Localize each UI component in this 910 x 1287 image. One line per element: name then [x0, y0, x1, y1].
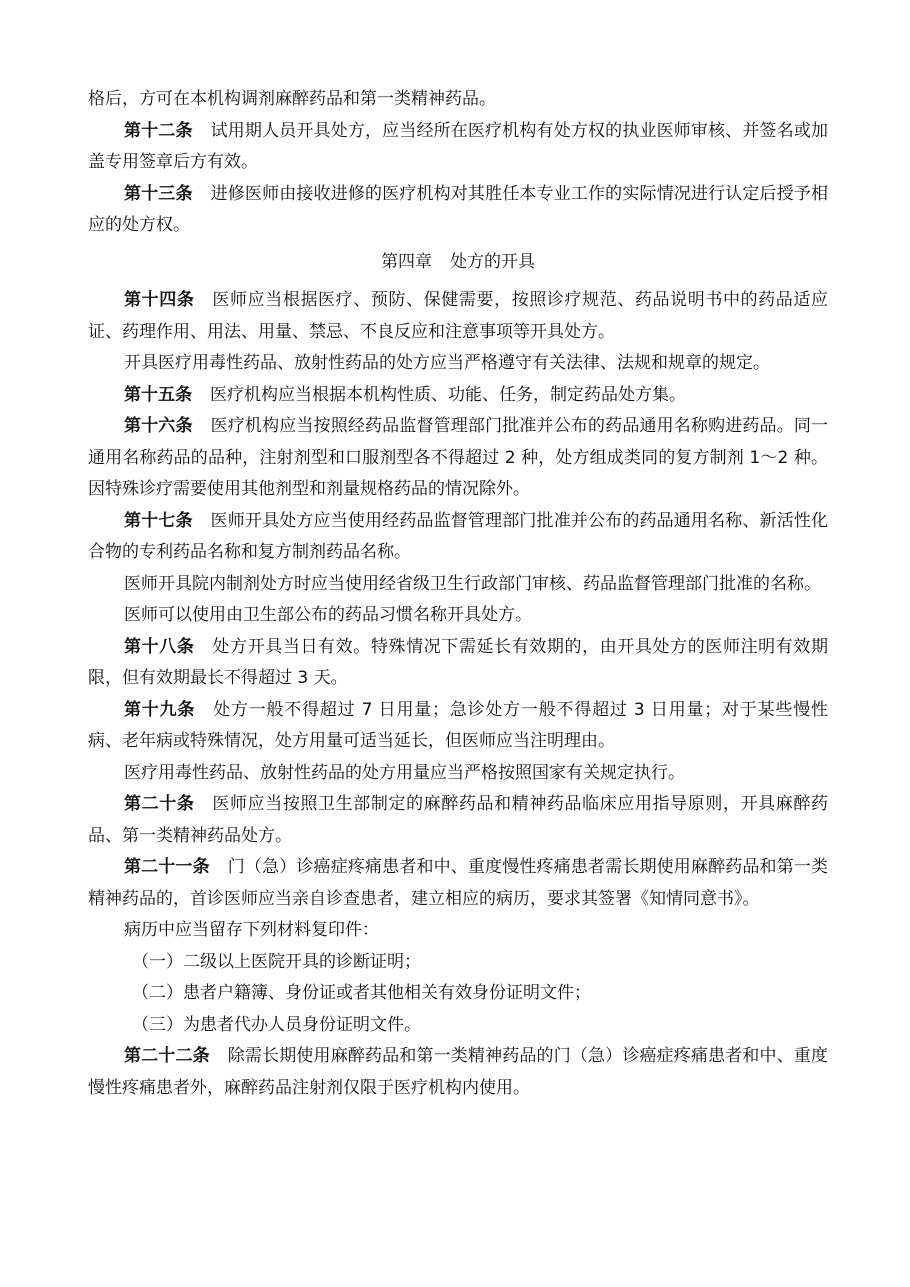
article-text: 处方一般不得超过 7 日用量；急诊处方一般不得超过 3 日用量；对于某些慢性病、老年病或特殊情况，处方用量可适当延长，但医师应当注明理由。	[88, 699, 828, 751]
paragraph	[88, 348, 828, 380]
article-title: 第十五条	[124, 384, 192, 405]
article-16	[88, 411, 828, 506]
article-text: 医疗机构应当按照经药品监督管理部门批准并公布的药品通用名称购进药品。同一通用名称药品的品种，注射剂型和口服剂型各不得超过 2 种，处方组成类同的复方制剂 1～2 种。因特殊诊疗需要使用其他剂型和剂量规格药品的情况除外。	[88, 416, 829, 499]
list-item-text: （三）为患者代办人员身份证明文件。	[132, 1014, 421, 1035]
paragraph-text: 开具医疗用毒性药品、放射性药品的处方应当严格遵守有关法律、法规和规章的规定。	[124, 353, 770, 373]
article-text: 医疗机构应当根据本机构性质、功能、任务，制定药品处方集。	[210, 384, 686, 405]
article-title: 第十三条	[124, 183, 193, 204]
article-title: 第十六条	[124, 416, 193, 436]
article-text: 门（急）诊癌症疼痛患者和中、重度慢性疼痛患者需长期使用麻醉药品和第一类精神药品的，首诊医师应当亲自诊查患者，建立相应的病历，要求其签署《知情同意书》。	[88, 857, 829, 909]
article-title: 第二十一条	[124, 857, 210, 877]
article-13	[88, 179, 828, 242]
article-15	[88, 380, 828, 412]
paragraph-text: 医师可以使用由卫生部公布的药品习惯名称开具处方。	[124, 605, 532, 625]
article-title: 第十七条	[124, 510, 193, 531]
chapter-number: 第四章	[381, 251, 432, 272]
list-item-text: （二）患者户籍簿、身份证或者其他相关有效身份证明文件；	[132, 983, 591, 1003]
paragraph	[88, 758, 828, 790]
article-22	[88, 1041, 828, 1104]
paragraph-text: 病历中应当留存下列材料复印件：	[124, 920, 379, 940]
article-title: 第二十条	[124, 794, 195, 814]
article-text: 医师应当根据医疗、预防、保健需要，按照诊疗规范、药品说明书中的药品适应证、药理作用、用法、用量、禁忌、不良反应和注意事项等开具处方。	[88, 290, 828, 342]
chapter-title: 处方的开具	[450, 251, 535, 272]
continued-paragraph	[88, 84, 828, 116]
article-title: 第十九条	[124, 699, 196, 720]
article-14	[88, 285, 828, 348]
chapter-heading	[88, 247, 828, 279]
article-title: 第十四条	[124, 290, 195, 310]
article-text: 医师开具处方应当使用经药品监督管理部门批准并公布的药品通用名称、新活性化合物的专利药品名称和复方制剂药品名称。	[88, 510, 829, 562]
article-title: 第十八条	[124, 636, 195, 657]
list-item-text: （一）二级以上医院开具的诊断证明；	[132, 951, 421, 972]
document-body	[88, 84, 828, 1104]
article-text: 除需长期使用麻醉药品和第一类精神药品的门（急）诊癌症疼痛患者和中、重度慢性疼痛患者外，麻醉药品注射剂仅限于医疗机构内使用。	[88, 1046, 829, 1098]
list-item	[88, 978, 828, 1010]
paragraph	[88, 569, 828, 601]
article-text: 医师应当按照卫生部制定的麻醉药品和精神药品临床应用指导原则，开具麻醉药品、第一类精神药品处方。	[88, 794, 828, 846]
article-21	[88, 852, 828, 915]
paragraph-text: 医疗用毒性药品、放射性药品的处方用量应当严格按照国家有关规定执行。	[124, 762, 685, 783]
paragraph	[88, 915, 828, 947]
list-item	[88, 1010, 828, 1042]
article-20	[88, 789, 828, 852]
article-12	[88, 116, 828, 179]
article-text: 进修医师由接收进修的医疗机构对其胜任本专业工作的实际情况进行认定后授予相应的处方权。	[88, 183, 829, 235]
article-18	[88, 632, 828, 695]
paragraph-text: 医师开具院内制剂处方时应当使用经省级卫生行政部门审核、药品监督管理部门批准的名称。	[124, 573, 821, 594]
paragraph	[88, 600, 828, 632]
paragraph-text: 格后，方可在本机构调剂麻醉药品和第一类精神药品。	[88, 89, 496, 109]
article-19	[88, 695, 828, 758]
list-item	[88, 947, 828, 979]
article-title: 第十二条	[124, 120, 193, 141]
article-text: 试用期人员开具处方，应当经所在医疗机构有处方权的执业医师审核、并签名或加盖专用签章后方有效。	[88, 120, 829, 172]
article-title: 第二十二条	[124, 1046, 210, 1066]
article-17	[88, 506, 828, 569]
article-text: 处方开具当日有效。特殊情况下需延长有效期的，由开具处方的医师注明有效期限，但有效期最长不得超过 3 天。	[88, 636, 828, 688]
